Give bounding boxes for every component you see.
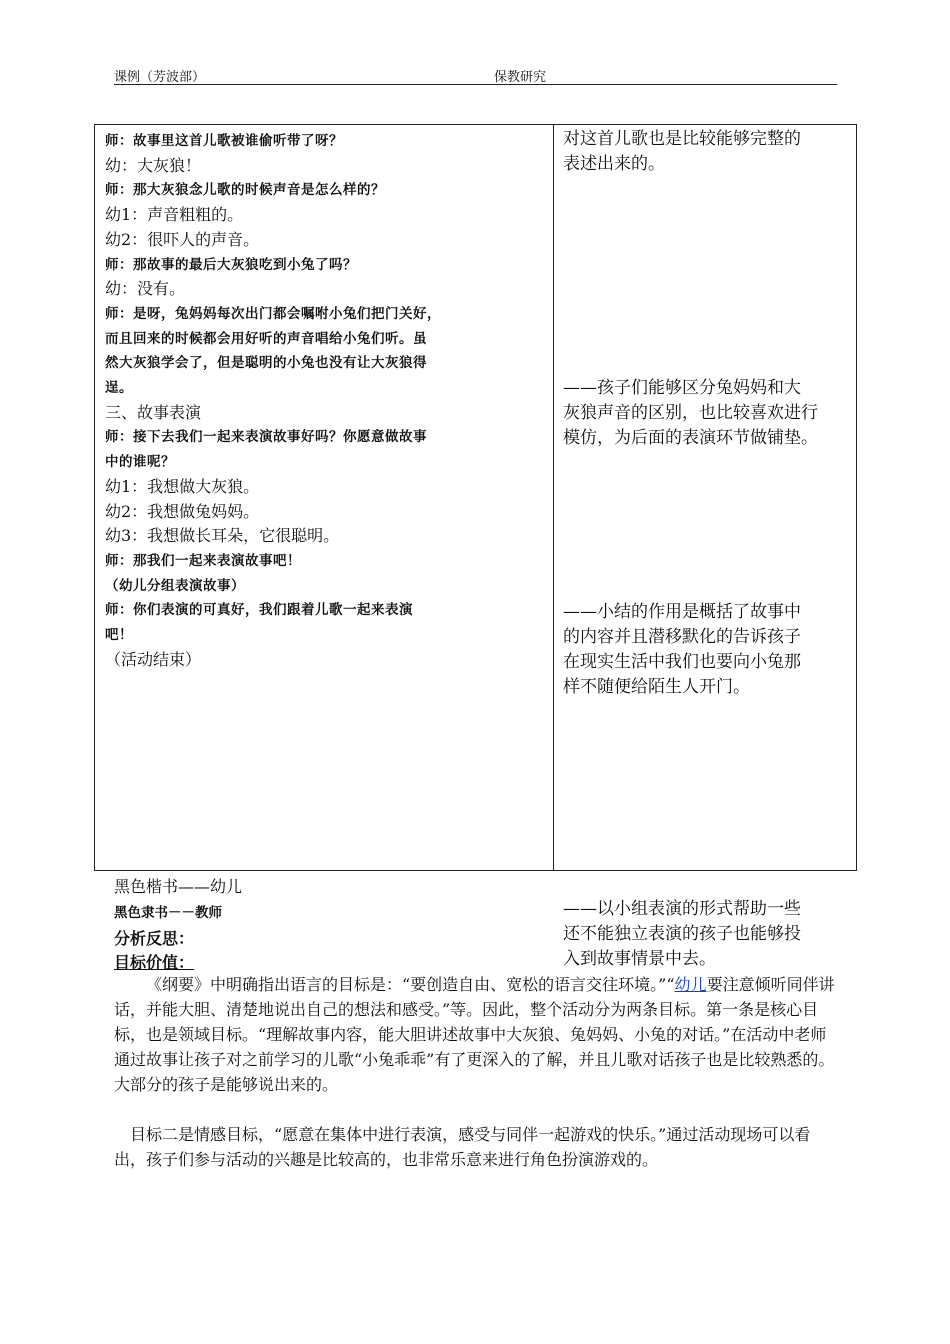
- header-left-text: 课例（芳波部）: [114, 70, 206, 85]
- dialogue-line: 师：接下去我们一起来表演故事好吗？你愿意做故事: [105, 429, 427, 446]
- commentary-block: [563, 376, 818, 451]
- commentary-line: 在现实生活中我们也要向小兔那: [563, 652, 801, 672]
- dialogue-line: 幼2：我想做兔妈妈。: [105, 501, 260, 521]
- dialogue-line: 幼2：很吓人的声音。: [105, 229, 260, 249]
- dialogue-column: [105, 129, 545, 672]
- dialogue-line: （活动结束）: [105, 649, 202, 669]
- dialogue-line: 幼：大灰狼！: [105, 155, 202, 175]
- commentary-line: ——孩子们能够区分兔妈妈和大: [563, 378, 801, 398]
- dialogue-line: 然大灰狼学会了，但是聪明的小兔也没有让大灰狼得: [105, 355, 427, 372]
- legend-kai: 黑色楷书——幼儿: [114, 877, 243, 896]
- dialogue-line: 幼1：声音粗粗的。: [105, 205, 244, 225]
- dialogue-line: 师：你们表演的可真好，我们跟着儿歌一起来表演: [105, 602, 413, 619]
- analysis-title: 分析反思：: [114, 929, 195, 948]
- dialogue-line: 师：那我们一起来表演故事吧！: [105, 552, 301, 569]
- commentary-line: ——以小组表演的形式帮助一些: [563, 899, 801, 919]
- commentary-line: 灰狼声音的区别，也比较喜欢进行: [563, 403, 818, 423]
- legend-li: 黑色隶书－－教师: [114, 905, 222, 921]
- header-center-text: 保教研究: [494, 70, 547, 85]
- dialogue-line: 师：是呀，兔妈妈每次出门都会嘱咐小兔们把门关好，: [105, 305, 441, 322]
- para2-text: 目标二是情感目标，“愿意在集体中进行表演，感受与同伴一起游戏的快乐。”通过活动现场可以看出，孩子们参与活动的兴趣是比较高的，也非常乐意来进行角色扮演游戏的。: [114, 1125, 811, 1169]
- commentary-line: 的内容并且潜移默化的告诉孩子: [563, 627, 801, 647]
- dialogue-line: 中的谁呢？: [105, 454, 175, 471]
- dialogue-line: 幼1：我想做大灰狼。: [105, 476, 260, 496]
- column-divider: [553, 125, 554, 870]
- commentary-line: 模仿，为后面的表演环节做铺垫。: [563, 428, 818, 448]
- dialogue-line: （幼儿分组表演故事）: [105, 577, 245, 594]
- analysis-paragraph-1: [114, 972, 838, 1097]
- dialogue-line: 吧！: [105, 627, 133, 644]
- commentary-block: [563, 600, 801, 700]
- dialogue-line: 师：那故事的最后大灰狼吃到小兔了吗？: [105, 256, 357, 273]
- commentary-block: [563, 127, 801, 177]
- commentary-line: 样不随便给陌生人开门。: [563, 677, 750, 697]
- dialogue-line: 幼：没有。: [105, 279, 186, 299]
- dialogue-line: 师：那大灰狼念儿歌的时候声音是怎么样的？: [105, 182, 385, 199]
- commentary-line: 表述出来的。: [563, 154, 665, 174]
- commentary-line: 对这首儿歌也是比较能够完整的: [563, 129, 801, 149]
- dialogue-line: 师：故事里这首儿歌被谁偷听带了呀？: [105, 133, 343, 149]
- commentary-line: 还不能独立表演的孩子也能够投: [563, 924, 801, 944]
- commentary-block: [563, 897, 801, 972]
- para1-text-after: 要注意倾听同伴讲话，并能大胆、清楚地说出自己的想法和感受。”等。因此，整个活动分为两条目标。第一条是核心目标，也是领域目标。“理解故事内容，能大胆讲述故事中大灰狼、兔妈妈、小兔的对话。”在活动中老师通过故事让孩子对之前学习的儿歌“小兔乖乖”有了更深入的了解，并且儿歌对话孩子也是比较熟悉的。大部分的孩子是能够说出来的。: [114, 975, 835, 1094]
- goal-value-title: 目标价值：: [114, 953, 195, 972]
- dialogue-line: 逞。: [105, 380, 133, 397]
- commentary-line: 入到故事情景中去。: [563, 949, 716, 969]
- dialogue-line: 而且回来的时候都会用好听的声音唱给小兔们听。虽: [105, 330, 427, 347]
- para1-text-before: 《纲要》中明确指出语言的目标是：“要创造自由、宽松的语言交往环境。”“: [146, 975, 675, 994]
- analysis-paragraph-2: [114, 1122, 838, 1172]
- commentary-line: ——小结的作用是概括了故事中: [563, 602, 801, 622]
- children-link[interactable]: 幼儿: [674, 975, 707, 994]
- dialogue-line: 幼3：我想做长耳朵，它很聪明。: [105, 526, 340, 546]
- dialogue-line: 三、故事表演: [105, 402, 202, 422]
- page-header: [114, 64, 837, 85]
